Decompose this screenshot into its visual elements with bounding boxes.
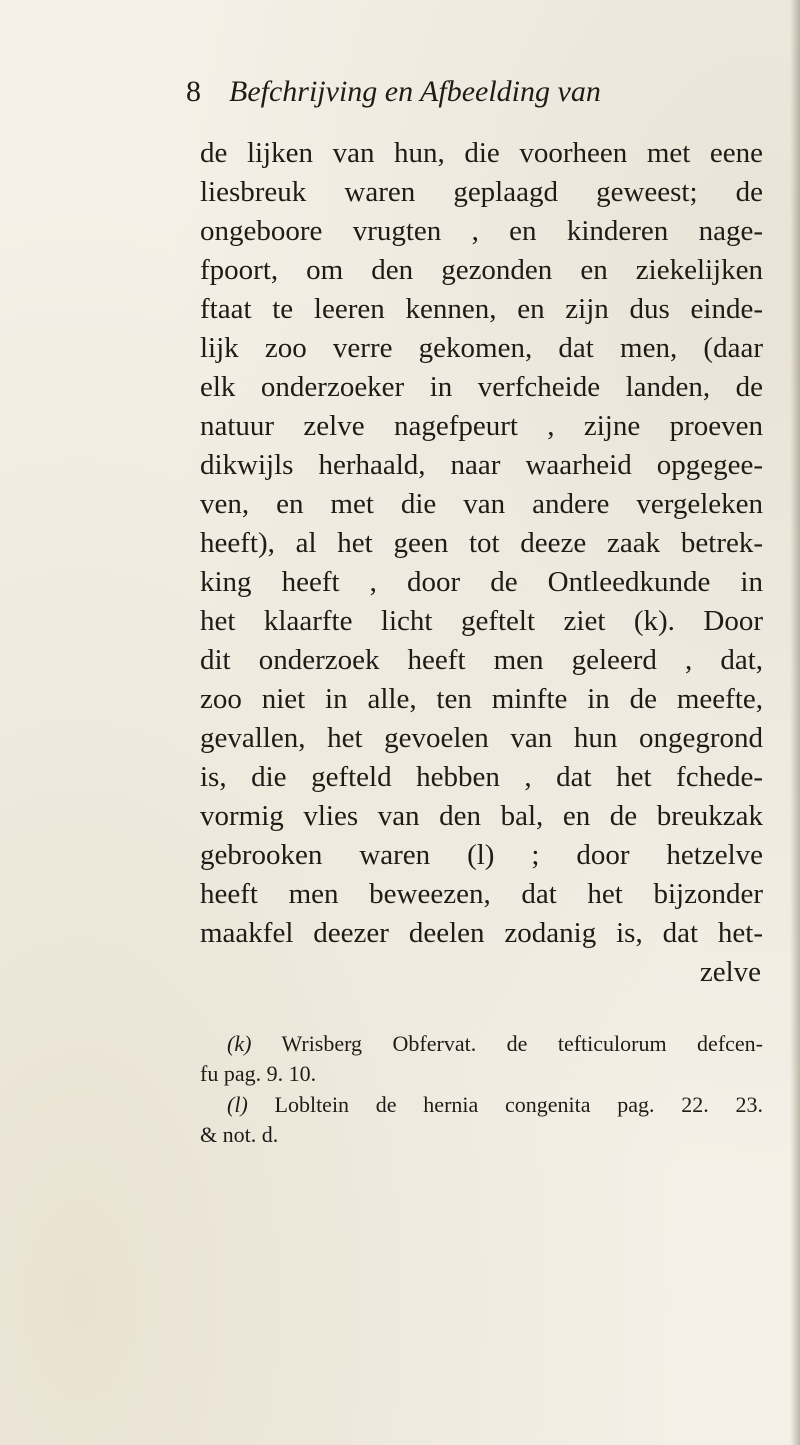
text-line: gebrooken waren (l) ; door hetzelve [200, 839, 763, 871]
text-line: de lijken van hun, die voorheen met eene [200, 137, 763, 169]
footnote-marker: (k) [227, 1031, 252, 1056]
footnote-k [227, 1030, 763, 1058]
text-line: vormig vlies van den bal, en de breukzak [200, 800, 763, 832]
text-line: natuur zelve nagefpeurt , zijne proeven [200, 410, 763, 442]
footnote-continuation: fu pag. 9. 10. [200, 1061, 317, 1086]
footnote-marker: (l) [227, 1092, 248, 1117]
text-line: ongeboore vrugten , en kinderen nage- [200, 215, 763, 247]
page-number: 8 [186, 75, 201, 108]
text-line: fpoort, om den gezonden en ziekelijken [200, 254, 763, 286]
page-edge-shadow [790, 0, 800, 1445]
catchword: zelve [699, 956, 761, 988]
text-line: ftaat te leeren kennen, en zijn dus einde- [200, 293, 763, 325]
text-line: is, die gefteld hebben , dat het fchede- [200, 761, 763, 793]
text-line: elk onderzoeker in verfcheide landen, de [200, 371, 763, 403]
text-line: lijk zoo verre gekomen, dat men, (daar [200, 332, 763, 364]
text-line: gevallen, het gevoelen van hun ongegrond [200, 722, 763, 754]
text-line: dit onderzoek heeft men geleerd , dat, [200, 644, 763, 676]
text-line: heeft), al het geen tot deeze zaak betrek- [200, 527, 763, 559]
footnote-continuation: & not. d. [200, 1122, 279, 1147]
text-line: liesbreuk waren geplaagd geweest; de [200, 176, 763, 208]
text-line: ven, en met die van andere vergeleken [200, 488, 763, 520]
text-line: dikwijls herhaald, naar waarheid opgegee- [200, 449, 763, 481]
footnote-l [227, 1091, 763, 1119]
text-line: heeft men beweezen, dat het bijzonder [200, 878, 763, 910]
text-line: het klaarfte licht geftelt ziet (k). Door [200, 605, 763, 637]
running-title: Befchrijving en Afbeelding van [229, 75, 601, 108]
text-line: maakfel deezer deelen zodanig is, dat het- [200, 917, 763, 949]
running-head [186, 72, 686, 112]
footnote-text: Lobltein de hernia congenita pag. 22. 23. [274, 1092, 764, 1117]
footnote-text: Wrisberg Obfervat. de tefticulorum defcen- [281, 1031, 763, 1056]
text-line: zoo niet in alle, ten minfte in de meefte, [200, 683, 763, 715]
text-line: king heeft , door de Ontleedkunde in [200, 566, 763, 598]
